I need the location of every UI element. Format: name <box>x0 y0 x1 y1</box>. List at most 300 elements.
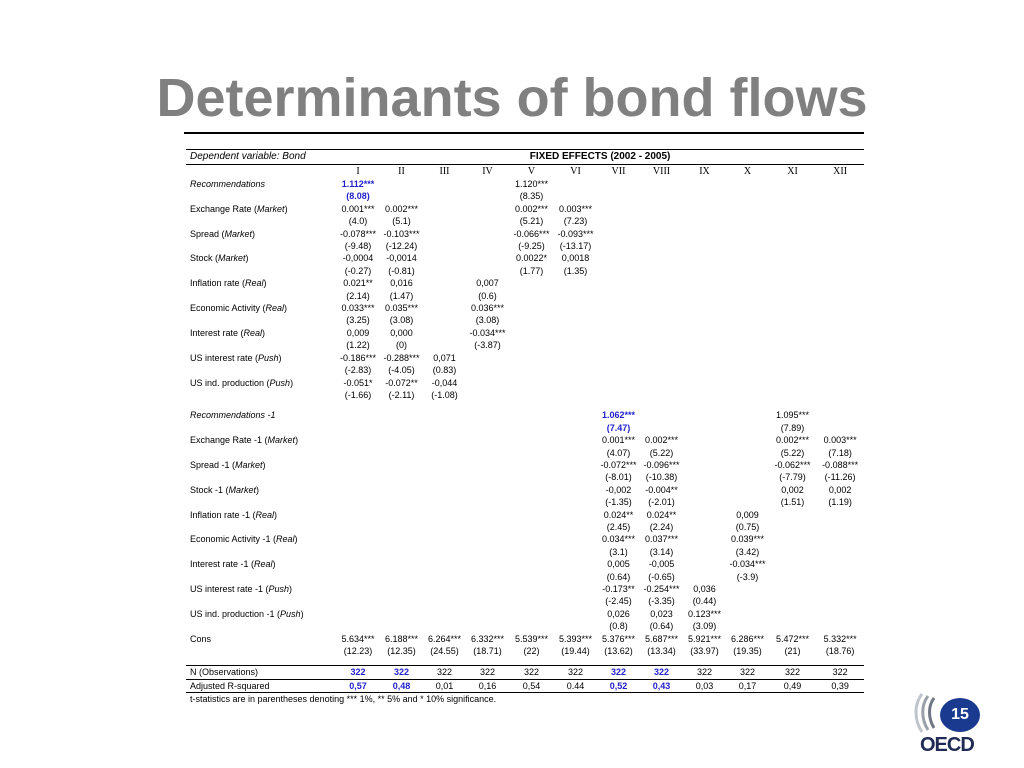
tstat-cell: (-3.87) <box>474 340 501 351</box>
coefficient-cell: -0.062*** <box>774 459 811 470</box>
row-label: US interest rate -1 (Push) <box>190 584 293 594</box>
coefficient-cell <box>597 203 640 215</box>
coefficient-cell: -0.186*** <box>339 352 377 363</box>
coefficient-cell <box>597 302 640 314</box>
tstat-cell <box>336 620 380 632</box>
tstat-cell <box>726 215 769 227</box>
summary-value: 0,48 <box>380 679 423 692</box>
tstat-cell <box>423 447 466 459</box>
table-row <box>186 434 864 446</box>
tstat-cell <box>640 215 683 227</box>
coefficient-cell <box>554 434 597 446</box>
column-number: VIII <box>652 166 671 177</box>
tstat-cell <box>554 314 597 326</box>
tstat-cell <box>769 265 816 277</box>
coefficient-cell <box>597 377 640 389</box>
tstat-cell <box>597 314 640 326</box>
tstat-cell: (5.1) <box>392 216 411 227</box>
tstat-cell: (3.25) <box>346 315 370 326</box>
coefficient-cell <box>683 484 726 496</box>
coefficient-cell <box>597 352 640 364</box>
tstat-cell: (18.71) <box>473 646 502 657</box>
tstat-cell <box>554 290 597 302</box>
column-numbers-row <box>186 165 864 179</box>
row-label: Recommendations -1 <box>190 410 276 421</box>
coefficient-cell <box>816 327 864 339</box>
coefficient-cell <box>423 327 466 339</box>
tstat-cell: (-11.26) <box>824 472 856 483</box>
tstat-cell: (2.24) <box>649 521 674 532</box>
tstat-cell <box>509 471 554 483</box>
coefficient-cell <box>554 583 597 595</box>
tstat-cell <box>597 389 640 401</box>
tstat-cell <box>769 364 816 376</box>
tstat-cell <box>726 422 769 434</box>
coefficient-cell <box>769 608 816 620</box>
coefficient-cell <box>336 583 380 595</box>
column-number: VI <box>570 166 581 177</box>
spacer-row <box>186 657 864 666</box>
tstat-cell: (-9.25) <box>518 241 545 252</box>
tstat-cell <box>380 471 423 483</box>
tstat-cell <box>726 364 769 376</box>
tstat-cell <box>597 265 640 277</box>
coefficient-cell <box>509 327 554 339</box>
coefficient-cell <box>726 409 769 421</box>
tstat-cell <box>769 190 816 202</box>
tstat-cell: (-1.66) <box>344 389 372 400</box>
coefficient-cell <box>423 558 466 570</box>
tstat-cell <box>640 290 683 302</box>
tstat-cell <box>554 447 597 459</box>
page-number-badge: 15 <box>940 698 980 732</box>
coefficient-cell <box>466 608 509 620</box>
coefficient-cell <box>640 352 683 364</box>
coefficient-cell <box>509 509 554 521</box>
table-row <box>186 377 864 389</box>
tstat-cell <box>769 546 816 558</box>
table-row <box>186 252 864 264</box>
tstat-cell <box>816 339 864 351</box>
summary-value: 0,57 <box>336 679 380 692</box>
tstat-cell: (-3.9) <box>736 571 759 582</box>
coefficient-cell <box>683 178 726 190</box>
coefficient-cell: -0,005 <box>648 559 675 570</box>
coefficient-cell <box>816 352 864 364</box>
coefficient-cell: -0.051* <box>343 377 373 388</box>
tstat-cell <box>816 265 864 277</box>
tstat-cell: (-2.83) <box>344 365 372 376</box>
tstat-cell <box>726 620 769 632</box>
row-label: Economic Activity -1 (Real) <box>190 534 298 545</box>
coefficient-cell <box>769 228 816 240</box>
column-number: XI <box>787 166 798 177</box>
coefficient-cell <box>380 558 423 570</box>
coefficient-cell <box>466 252 509 264</box>
coefficient-cell <box>726 583 769 595</box>
tstat-cell <box>466 389 509 401</box>
tstat-cell: (-9.48) <box>344 241 372 252</box>
oecd-wordmark: OECD <box>920 734 974 756</box>
tstat-cell <box>466 364 509 376</box>
coefficient-cell <box>816 377 864 389</box>
tstat-cell <box>423 215 466 227</box>
summary-row <box>186 666 864 679</box>
table-footnote: t-statistics are in parentheses denoting *** 1%, ** 5% and * 10% significance. <box>190 694 497 704</box>
coefficient-cell <box>683 327 726 339</box>
tstat-cell <box>769 290 816 302</box>
row-label: Spread -1 (Market) <box>190 459 266 470</box>
tstat-cell: (5.22) <box>780 447 805 458</box>
coefficient-cell <box>554 509 597 521</box>
tstat-cell: (0) <box>396 340 407 351</box>
tstat-cell <box>509 496 554 508</box>
coefficient-cell <box>726 459 769 471</box>
tstat-cell <box>726 389 769 401</box>
coefficient-cell <box>423 178 466 190</box>
coefficient-cell: 5.472*** <box>775 633 810 644</box>
coefficient-cell <box>769 509 816 521</box>
tstat-cell <box>683 422 726 434</box>
table-row <box>186 409 864 421</box>
summary-value: 322 <box>769 666 816 679</box>
tstat-cell <box>683 339 726 351</box>
tstat-cell <box>336 521 380 533</box>
coefficient-cell <box>380 509 423 521</box>
coefficient-cell <box>509 459 554 471</box>
tstat-cell <box>509 447 554 459</box>
coefficient-cell <box>554 277 597 289</box>
coefficient-cell: -0.072** <box>385 377 418 388</box>
coefficient-cell <box>509 434 554 446</box>
coefficient-cell: -0.288*** <box>383 352 420 363</box>
coefficient-cell <box>554 459 597 471</box>
tstat-cell <box>769 215 816 227</box>
coefficient-cell: 6.332*** <box>470 633 505 644</box>
tstat-cell: (3.09) <box>692 621 717 632</box>
tstat-cell: (-0.81) <box>388 265 415 276</box>
tstat-cell: (12.23) <box>343 646 373 657</box>
tstat-cell <box>726 339 769 351</box>
coefficient-cell: -0.088*** <box>822 459 859 470</box>
table-row <box>186 509 864 521</box>
coefficient-cell <box>509 533 554 545</box>
coefficient-cell <box>423 302 466 314</box>
coefficient-cell <box>640 203 683 215</box>
coefficient-cell: 6.188*** <box>384 633 419 644</box>
coefficient-cell <box>726 608 769 620</box>
tstat-cell <box>640 364 683 376</box>
coefficient-cell <box>509 484 554 496</box>
tstat-cell: (13.34) <box>647 646 676 657</box>
coefficient-cell: -0.103*** <box>383 228 420 239</box>
tstat-cell: (7.23) <box>563 216 588 227</box>
tstat-cell <box>336 571 380 583</box>
column-number: IV <box>482 166 493 177</box>
coefficient-cell <box>726 327 769 339</box>
tstat-cell <box>336 422 380 434</box>
coefficient-cell <box>336 459 380 471</box>
tstat-cell <box>423 571 466 583</box>
summary-value: 322 <box>683 666 726 679</box>
tstat-cell <box>726 595 769 607</box>
tstat-cell: (22) <box>523 646 540 657</box>
coefficient-cell <box>423 203 466 215</box>
coefficient-cell: 0.033*** <box>341 303 375 314</box>
summary-label: Adjusted R-squared <box>186 679 336 692</box>
coefficient-cell: 1.120*** <box>514 179 549 189</box>
tstat-cell: (0.64) <box>649 621 674 632</box>
coefficient-cell <box>640 377 683 389</box>
tstat-cell <box>423 496 466 508</box>
tstat-cell <box>466 496 509 508</box>
tstat-cell <box>336 546 380 558</box>
tstat-cell <box>554 571 597 583</box>
coefficient-cell <box>509 377 554 389</box>
tstat-cell <box>597 215 640 227</box>
tstat-cell <box>554 389 597 401</box>
tstat-cell: (21) <box>784 646 801 657</box>
row-label: US interest rate (Push) <box>190 352 282 363</box>
coefficient-cell: 0.001*** <box>341 203 375 214</box>
coefficient-cell <box>336 484 380 496</box>
tstat-cell <box>816 521 864 533</box>
spacer-cell <box>186 657 864 666</box>
tstat-cell <box>769 571 816 583</box>
tstat-cell <box>423 595 466 607</box>
tstat-cell <box>336 496 380 508</box>
tstat-cell <box>509 595 554 607</box>
tstat-cell: (-2.11) <box>388 389 415 400</box>
tstat-cell: (0.6) <box>478 290 497 301</box>
coefficient-cell: -0.066*** <box>513 228 550 239</box>
tstat-cell: (12.35) <box>387 646 416 657</box>
tstat-cell <box>554 339 597 351</box>
tstat-cell <box>640 240 683 252</box>
coefficient-cell <box>423 583 466 595</box>
tstat-cell <box>380 546 423 558</box>
tstat-cell: (3.08) <box>389 315 414 326</box>
coefficient-cell <box>380 434 423 446</box>
column-number: I <box>356 166 360 177</box>
coefficient-cell <box>683 277 726 289</box>
coefficient-cell: -0.173** <box>602 584 635 594</box>
row-label: Stock -1 (Market) <box>190 484 260 495</box>
table-row <box>186 533 864 545</box>
tstat-cell <box>816 364 864 376</box>
coefficient-cell <box>816 252 864 264</box>
summary-value: 322 <box>816 666 864 679</box>
tstat-cell: (24.55) <box>430 646 459 657</box>
coefficient-cell: 0,071 <box>433 352 456 363</box>
tstat-cell <box>640 389 683 401</box>
tstat-cell: (3.1) <box>609 546 628 557</box>
coefficient-cell <box>816 558 864 570</box>
coefficient-cell: 0,0018 <box>561 253 590 264</box>
coefficient-cell <box>816 583 864 595</box>
tstat-cell: (2.45) <box>606 521 631 532</box>
coefficient-cell <box>336 509 380 521</box>
coefficient-cell <box>769 377 816 389</box>
coefficient-cell <box>769 558 816 570</box>
coefficient-cell: 0.001*** <box>601 435 636 446</box>
coefficient-cell <box>683 509 726 521</box>
coefficient-cell <box>726 178 769 190</box>
coefficient-cell <box>380 178 423 190</box>
coefficient-cell <box>336 409 380 421</box>
column-number: V <box>527 166 536 177</box>
coefficient-cell <box>640 277 683 289</box>
tstat-cell <box>380 496 423 508</box>
coefficient-cell: 5.634*** <box>341 633 375 644</box>
tstat-cell: (-2.01) <box>648 497 675 508</box>
summary-value: 0,39 <box>816 679 864 692</box>
tstat-cell: (0.75) <box>735 521 760 532</box>
coefficient-cell: -0,002 <box>605 484 632 495</box>
coefficient-cell <box>683 434 726 446</box>
tstat-cell <box>509 389 554 401</box>
tstat-cell: (-13.17) <box>559 241 592 252</box>
coefficient-cell <box>683 252 726 264</box>
tstat-cell <box>466 190 509 202</box>
tstat-cell: (-8.01) <box>605 472 632 483</box>
coefficient-cell <box>509 558 554 570</box>
tstat-cell: (1.77) <box>519 265 544 276</box>
tstat-cell: (1.47) <box>389 290 414 301</box>
tstat-cell: (4.07) <box>606 447 631 458</box>
coefficient-cell: -0,044 <box>431 377 458 388</box>
table-row <box>186 228 864 240</box>
spacer-cell <box>186 401 864 409</box>
table-row <box>186 203 864 215</box>
coefficient-cell <box>380 409 423 421</box>
coefficient-cell <box>466 484 509 496</box>
column-number: XII <box>833 166 848 177</box>
row-label: Interest rate (Real) <box>190 327 266 338</box>
tstat-cell <box>554 496 597 508</box>
tstat-cell: (4.0) <box>348 216 368 227</box>
row-label: Economic Activity (Real) <box>190 303 288 314</box>
tstat-cell <box>509 314 554 326</box>
coefficient-cell <box>597 277 640 289</box>
table-row <box>186 484 864 496</box>
tstat-cell <box>509 422 554 434</box>
tstat-cell <box>466 422 509 434</box>
tstat-cell <box>509 339 554 351</box>
coefficient-cell <box>726 352 769 364</box>
tstat-cell <box>769 389 816 401</box>
tstat-cell: (0.8) <box>609 621 628 632</box>
tstat-cell <box>683 265 726 277</box>
tstat-cell <box>380 190 423 202</box>
summary-value: 322 <box>597 666 640 679</box>
tstat-cell <box>816 314 864 326</box>
tstat-cell <box>509 364 554 376</box>
coefficient-cell <box>466 203 509 215</box>
coefficient-cell: -0.034*** <box>469 327 506 338</box>
summary-value: 322 <box>554 666 597 679</box>
coefficient-cell: 0,009 <box>346 327 370 338</box>
tstat-cell <box>554 546 597 558</box>
coefficient-cell <box>423 252 466 264</box>
tstat-cell: (19.44) <box>561 646 590 657</box>
coefficient-cell <box>816 277 864 289</box>
coefficient-cell <box>509 409 554 421</box>
tstat-cell <box>816 290 864 302</box>
summary-value: 322 <box>726 666 769 679</box>
tstat-cell: (8.08) <box>346 191 370 202</box>
tstat-cell: (-1.08) <box>431 389 458 400</box>
coefficient-cell: 0,002 <box>828 484 852 495</box>
coefficient-cell <box>336 533 380 545</box>
coefficient-cell: 0.024** <box>646 509 677 520</box>
coefficient-cell <box>336 608 380 620</box>
coefficient-cell <box>640 252 683 264</box>
coefficient-cell: 0.039*** <box>730 534 765 545</box>
coefficient-cell <box>423 228 466 240</box>
tstat-cell: (19.35) <box>733 646 762 657</box>
tstat-cell <box>640 190 683 202</box>
coefficient-cell: 0.021** <box>343 278 373 289</box>
coefficient-cell <box>509 277 554 289</box>
coefficient-cell: 0.034*** <box>601 534 636 545</box>
coefficient-cell <box>726 277 769 289</box>
tstat-cell <box>726 447 769 459</box>
coefficient-cell <box>466 377 509 389</box>
summary-value: 322 <box>466 666 509 679</box>
tstat-cell: (-1.35) <box>605 497 632 508</box>
row-label: Stock (Market) <box>190 253 249 264</box>
coefficient-cell <box>423 608 466 620</box>
summary-value: 0,16 <box>466 679 509 692</box>
coefficient-cell <box>554 484 597 496</box>
coefficient-cell <box>509 608 554 620</box>
coefficient-cell <box>466 352 509 364</box>
row-label: Interest rate -1 (Real) <box>190 559 276 570</box>
coefficient-cell <box>816 533 864 545</box>
coefficient-cell: -0.078*** <box>339 228 377 239</box>
blank-cell <box>186 165 336 179</box>
coefficient-cell <box>554 377 597 389</box>
summary-value: 0,03 <box>683 679 726 692</box>
column-number: IX <box>699 166 710 177</box>
summary-value: 322 <box>640 666 683 679</box>
row-label: Exchange Rate (Market) <box>190 203 288 214</box>
tstat-cell: (18.76) <box>825 646 855 657</box>
coefficient-cell <box>683 409 726 421</box>
column-number: VII <box>611 166 626 177</box>
spacer-row <box>186 401 864 409</box>
summary-value: 0,49 <box>769 679 816 692</box>
tstat-cell <box>336 447 380 459</box>
coefficient-cell <box>816 178 864 190</box>
coefficient-cell <box>597 178 640 190</box>
coefficient-cell: 1.095*** <box>775 410 810 421</box>
tstat-cell <box>466 240 509 252</box>
coefficient-cell: 0.036*** <box>470 303 505 314</box>
tstat-cell <box>466 471 509 483</box>
coefficient-cell <box>597 228 640 240</box>
coefficient-cell <box>554 558 597 570</box>
tstat-cell <box>683 571 726 583</box>
coefficient-cell: -0,0004 <box>342 253 374 264</box>
coefficient-cell: 0.024** <box>603 509 634 520</box>
tstat-cell <box>509 546 554 558</box>
column-number: III <box>439 166 450 177</box>
tstat-cell <box>816 595 864 607</box>
tstat-cell <box>640 422 683 434</box>
coefficient-cell <box>769 533 816 545</box>
